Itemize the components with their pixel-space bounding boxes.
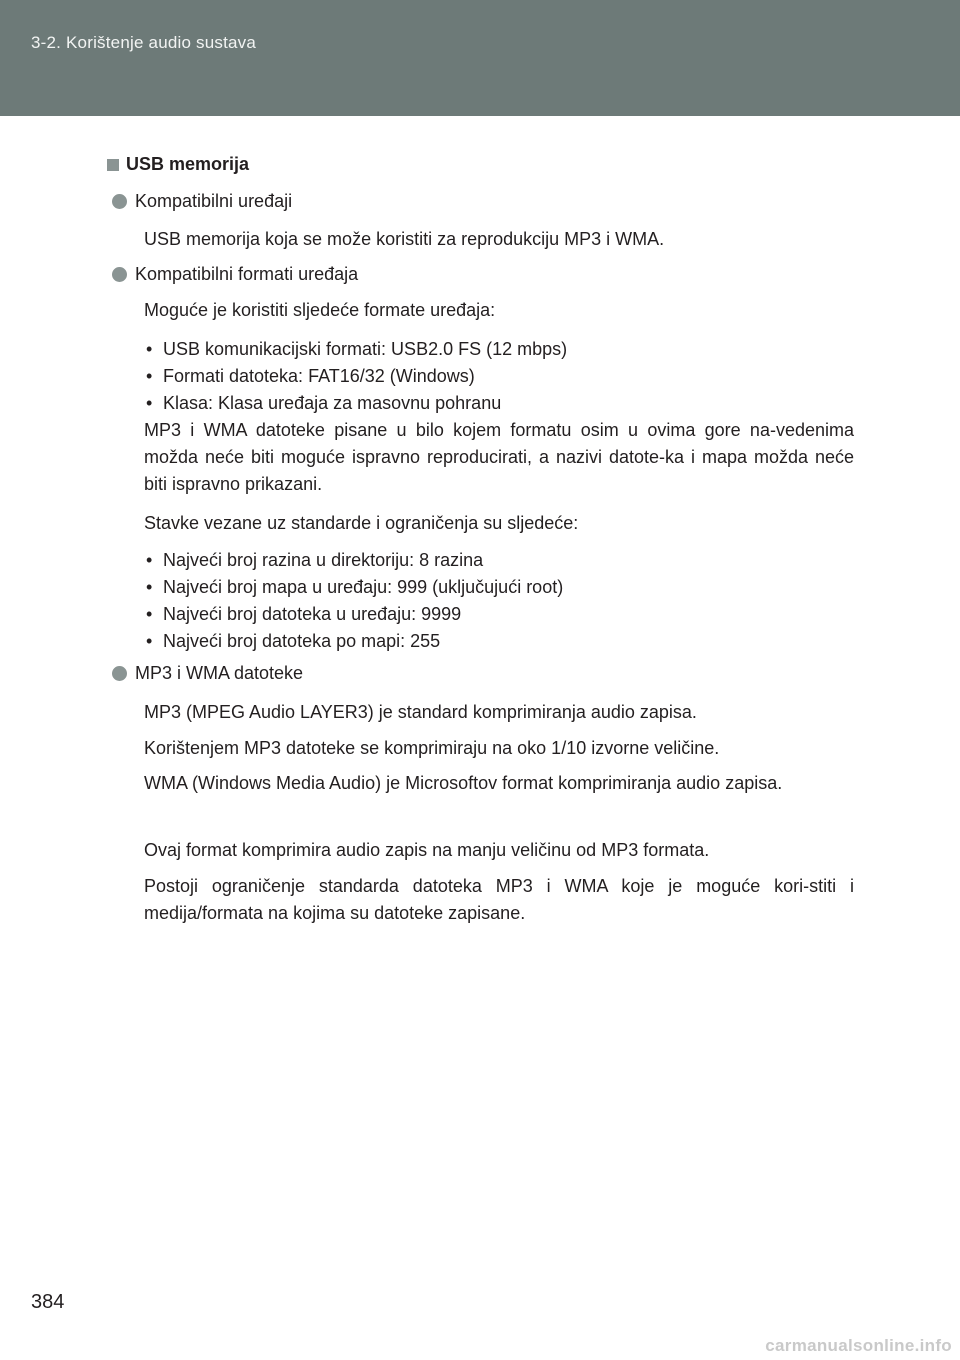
paragraph: WMA (Windows Media Audio) je Microsoftov format komprimiranja audio zapisa.: [144, 773, 783, 793]
list-item: • Najveći broj datoteka u uređaju: 9999: [146, 604, 462, 624]
format-list: [144, 336, 854, 417]
list-item: • Klasa: Klasa uređaja za masovnu pohranu: [146, 393, 502, 413]
page-number: 384: [31, 1291, 65, 1313]
paragraph: USB memorija koja se može koristiti za reprodukciju MP3 i WMA.: [144, 229, 665, 249]
chapter-title: 3-2. Korištenje audio sustava: [31, 33, 257, 52]
circle-bullet-icon: [112, 666, 127, 681]
paragraph: MP3 (MPEG Audio LAYER3) je standard komprimiranja audio zapisa.: [144, 702, 697, 722]
subheading-compatible-formats: [112, 264, 358, 285]
list-item: • USB komunikacijski formati: USB2.0 FS (12 mbps): [146, 339, 568, 359]
square-bullet-icon: [107, 159, 119, 171]
subheading-text: Kompatibilni formati uređaja: [135, 264, 359, 284]
list-item: • Najveći broj razina u direktoriju: 8 razina: [146, 550, 484, 570]
paragraph: Moguće je koristiti sljedeće formate uređaja:: [144, 300, 496, 320]
subheading-compatible-devices: [112, 191, 292, 212]
subheading-mp3-wma: [112, 663, 303, 684]
section-title: USB memorija: [126, 154, 250, 174]
list-item: • Formati datoteka: FAT16/32 (Windows): [146, 366, 475, 386]
section-heading: [107, 154, 249, 175]
paragraph: Postoji ograničenje standarda datoteka MP3 i WMA koje je moguće kori-stiti i medija/formata na kojima su datoteke zapisane.: [144, 876, 854, 923]
paragraph: Korištenjem MP3 datoteke se komprimiraju na oko 1/10 izvorne veličine.: [144, 738, 720, 758]
paragraph: Stavke vezane uz standarde i ograničenja su sljedeće:: [144, 513, 579, 533]
subheading-text: Kompatibilni uređaji: [135, 191, 293, 211]
paragraph: Ovaj format komprimira audio zapis na manju veličinu od MP3 formata.: [144, 840, 710, 860]
subheading-text: MP3 i WMA datoteke: [135, 663, 304, 683]
limits-list: [144, 547, 854, 655]
watermark: carmanualsonline.info: [765, 1336, 952, 1355]
paragraph: MP3 i WMA datoteke pisane u bilo kojem formatu osim u ovima gore na-vedenima možda neće biti moguće ispravno reproducirati, a nazivi datote-ka i mapa možda neće biti ispravno prikazani.: [144, 420, 854, 494]
page-header: [0, 0, 960, 116]
list-item: • Najveći broj datoteka po mapi: 255: [146, 631, 441, 651]
list-item: • Najveći broj mapa u uređaju: 999 (uključujući root): [146, 577, 564, 597]
circle-bullet-icon: [112, 194, 127, 209]
circle-bullet-icon: [112, 267, 127, 282]
